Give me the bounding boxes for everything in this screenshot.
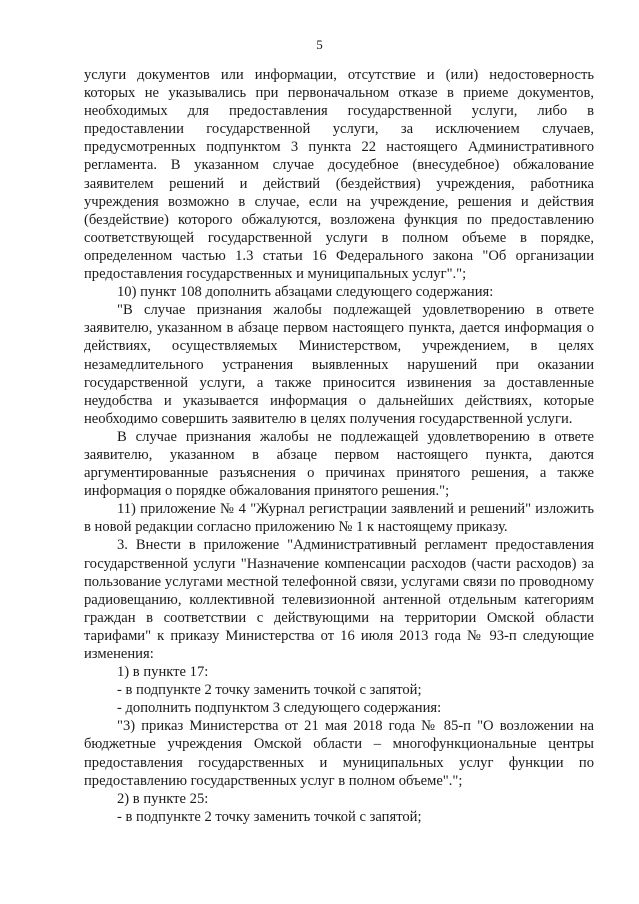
paragraph-item-10: 10) пункт 108 дополнить абзацами следующего содержания: bbox=[117, 284, 494, 301]
paragraph-point-17: 1) в пункте 17: bbox=[117, 664, 209, 681]
paragraph-continuation: услуги документов или информации, отсутствие и (или) недостоверность которых не указывались при первоначальном отказе в приеме документов, необходимых для предоставления государственной услуги, либо в предоставлении государственной услуги, за исключением случаев, предусмотренных подпунктом 3 пункта 22 настоящего Административного регламента. В указанном случае досудебное (внесудебное) обжалование заявителем решений и действий (бездействия) учреждения, работника учреждения возможно в случае, если на учреждение, решения и действия (бездействие) которого обжалуются, возложена функция по предоставлению соответствующей государственной услуги в полном объеме в порядке, определенном частью 1.3 статьи 16 Федерального закона "Об организации предоставления государственных и муниципальных услуг"."; bbox=[84, 67, 594, 283]
paragraph-point-25-sub-2: - в подпункте 2 точку заменить точкой с запятой; bbox=[117, 808, 422, 825]
paragraph-quote-rejected: В случае признания жалобы не подлежащей удовлетворению в ответе заявителю, указанном в абзаце первом настоящего пункта, даются аргументированные разъяснения о причинах принятого решения, а также информация о порядке обжалования принятого решения."; bbox=[84, 428, 594, 500]
paragraph-item-11: 11) приложение № 4 "Журнал регистрации заявлений и решений" изложить в новой редакции согласно приложению № 1 к настоящему приказу. bbox=[84, 501, 594, 536]
paragraph-point-17-sub-2: - в подпункте 2 точку заменить точкой с запятой; bbox=[117, 682, 422, 699]
paragraph-quote-satisfied: "В случае признания жалобы подлежащей удовлетворению в ответе заявителю, указанном в абзаце первом настоящего пункта, дается информация о действиях, осуществляемых Министерством, учреждением, в целях незамедлительного устранения выявленных нарушений при оказании государственной услуги, а также приносится извинения за доставленные неудобства и указывается информация о дальнейших действиях, которые необходимо совершить заявителю в целях получения государственной услуги. bbox=[84, 302, 594, 427]
page-number: 5 bbox=[316, 37, 323, 52]
paragraph-point-17-add-3: - дополнить подпунктом 3 следующего содержания: bbox=[117, 700, 442, 717]
paragraph-order-85p: "3) приказ Министерства от 21 мая 2018 года № 85-п "О возложении на бюджетные учреждения Омской области – многофункциональные центры предоставления государственных и муниципальных услуг функции по предоставлению государственных услуг в полном объеме"."; bbox=[84, 718, 594, 789]
paragraph-section-3: 3. Внести в приложение "Административный регламент предоставления государственной услуги "Назначение компенсации расходов (части расходов) за пользование услугами местной телефонной связи, услугами связи по проводному радиовещанию, коллективной телевизионной антенной отдельным категориям граждан в соответствии с действующими на территории Омской области тарифами" к приказу Министерства от 16 июля 2013 года № 93-п следующие изменения: bbox=[84, 537, 594, 662]
paragraph-point-25: 2) в пункте 25: bbox=[117, 790, 209, 807]
document-body bbox=[84, 66, 594, 826]
